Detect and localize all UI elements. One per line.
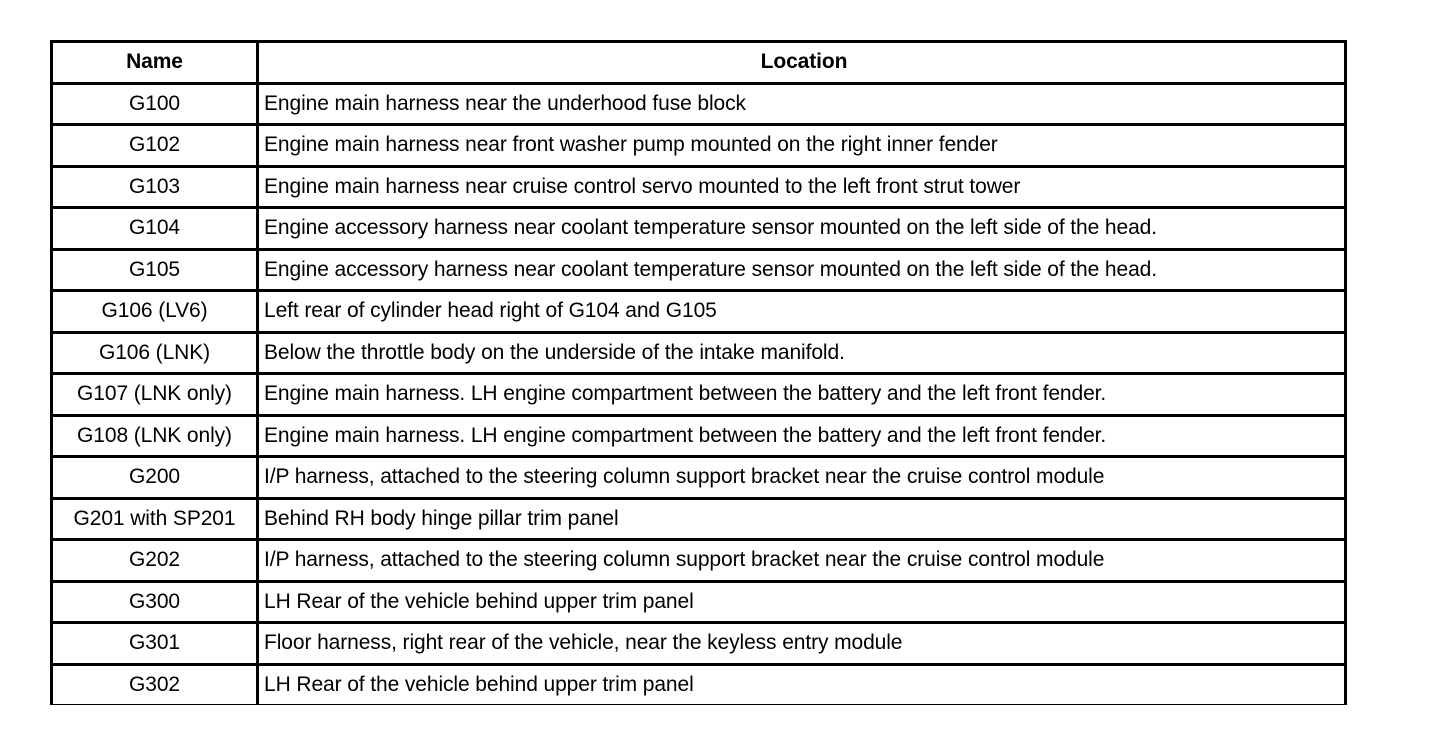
row-location-cell: Below the throttle body on the underside of the intake manifold. <box>259 334 1344 373</box>
row-location-cell: Engine main harness near cruise control servo mounted to the left front strut tower <box>259 168 1344 207</box>
row-location-cell: Engine main harness. LH engine compartment between the battery and the left front fender. <box>259 417 1344 456</box>
row-location-cell: Engine accessory harness near coolant temperature sensor mounted on the left side of the head. <box>259 209 1344 248</box>
row-name-cell: G200 <box>53 458 256 497</box>
row-name-cell: G104 <box>53 209 256 248</box>
column-header-name: Name <box>53 43 256 82</box>
row-name-cell: G106 (LV6) <box>53 292 256 331</box>
row-name-cell: G106 (LNK) <box>53 334 256 373</box>
row-location-cell: Engine main harness near the underhood fuse block <box>259 85 1344 124</box>
row-name-cell: G108 (LNK only) <box>53 417 256 456</box>
row-location-cell: Behind RH body hinge pillar trim panel <box>259 500 1344 539</box>
row-name-cell: G102 <box>53 126 256 165</box>
row-name-cell: G107 (LNK only) <box>53 375 256 414</box>
row-name-cell: G302 <box>53 666 256 705</box>
row-location-cell: LH Rear of the vehicle behind upper trim panel <box>259 666 1344 705</box>
row-name-cell: G202 <box>53 541 256 580</box>
row-location-cell: Engine accessory harness near coolant temperature sensor mounted on the left side of the head. <box>259 251 1344 290</box>
row-location-cell: Floor harness, right rear of the vehicle, near the keyless entry module <box>259 624 1344 663</box>
row-location-cell: I/P harness, attached to the steering column support bracket near the cruise control module <box>259 458 1344 497</box>
row-name-cell: G301 <box>53 624 256 663</box>
row-location-cell: Engine main harness. LH engine compartment between the battery and the left front fender. <box>259 375 1344 414</box>
row-name-cell: G201 with SP201 <box>53 500 256 539</box>
row-location-cell: Left rear of cylinder head right of G104 and G105 <box>259 292 1344 331</box>
row-name-cell: G100 <box>53 85 256 124</box>
row-location-cell: Engine main harness near front washer pump mounted on the right inner fender <box>259 126 1344 165</box>
row-location-cell: LH Rear of the vehicle behind upper trim panel <box>259 583 1344 622</box>
column-header-location: Location <box>259 43 1344 82</box>
ground-locations-table <box>50 40 1347 705</box>
row-location-cell: I/P harness, attached to the steering column support bracket near the cruise control module <box>259 541 1344 580</box>
row-name-cell: G300 <box>53 583 256 622</box>
row-name-cell: G103 <box>53 168 256 207</box>
row-name-cell: G105 <box>53 251 256 290</box>
